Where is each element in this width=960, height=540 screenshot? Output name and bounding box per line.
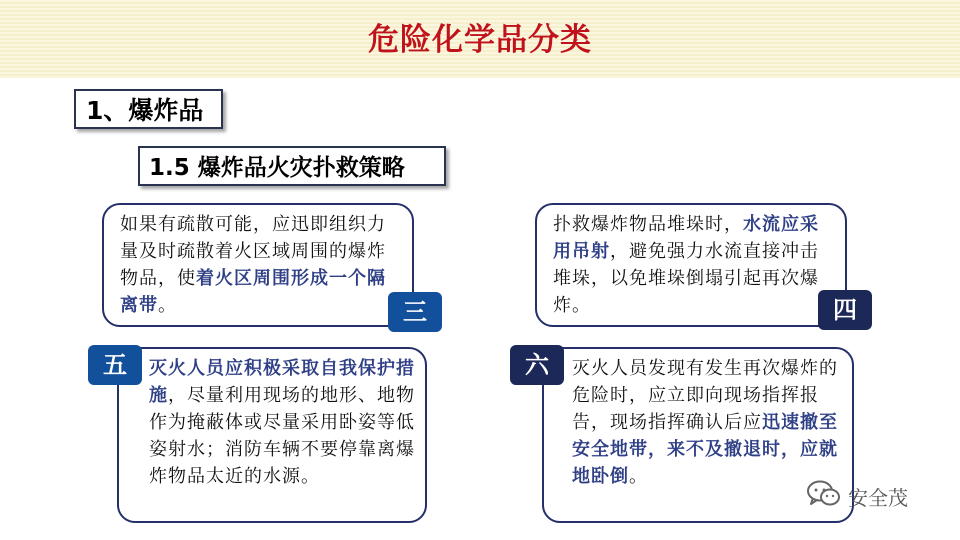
watermark-text: 安全茂 <box>848 485 908 510</box>
watermark <box>806 478 908 514</box>
card-three-highlight: 着火区周围形成一个隔离带 <box>120 268 386 316</box>
card-three <box>102 203 414 327</box>
page-title: 危险化学品分类 <box>368 22 592 58</box>
badge-four: 四 <box>818 290 872 330</box>
card-four-highlight: 水流应采用吊射 <box>553 214 819 262</box>
card-three-text-end: 。 <box>158 295 177 316</box>
card-four-text-end: ，避免强力水流直接冲击堆垛，以免堆垛倒塌引起再次爆炸。 <box>553 241 819 316</box>
badge-six: 六 <box>510 345 564 385</box>
badge-five: 五 <box>88 345 142 385</box>
card-four-text: 扑救爆炸物品堆垛时， <box>553 214 743 235</box>
section-heading: 1、爆炸品 <box>74 89 223 129</box>
subsection-heading: 1.5 爆炸品火灾扑救策略 <box>138 146 446 186</box>
wechat-icon <box>806 479 842 514</box>
card-six-highlight: 迅速撤至安全地带，来不及撤退时，应就地卧倒 <box>572 412 838 487</box>
card-five-text: ，尽量利用现场的地形、地物作为掩蔽体或尽量采用卧姿等低姿射水；消防车辆不要停靠离爆炸物品太近的水源。 <box>149 385 415 487</box>
card-six-text-end: 。 <box>629 466 648 487</box>
card-four <box>535 203 847 327</box>
card-five-highlight: 灭火人员应积极采取自我保护措施 <box>149 358 415 406</box>
card-five <box>117 347 427 523</box>
card-three-text: 如果有疏散可能，应迅即组织力量及时疏散着火区域周围的爆炸物品，使 <box>120 214 386 289</box>
badge-three: 三 <box>388 292 442 332</box>
card-six-text: 灭火人员发现有发生再次爆炸的危险时，应立即向现场指挥报告，现场指挥确认后应 <box>572 358 838 433</box>
